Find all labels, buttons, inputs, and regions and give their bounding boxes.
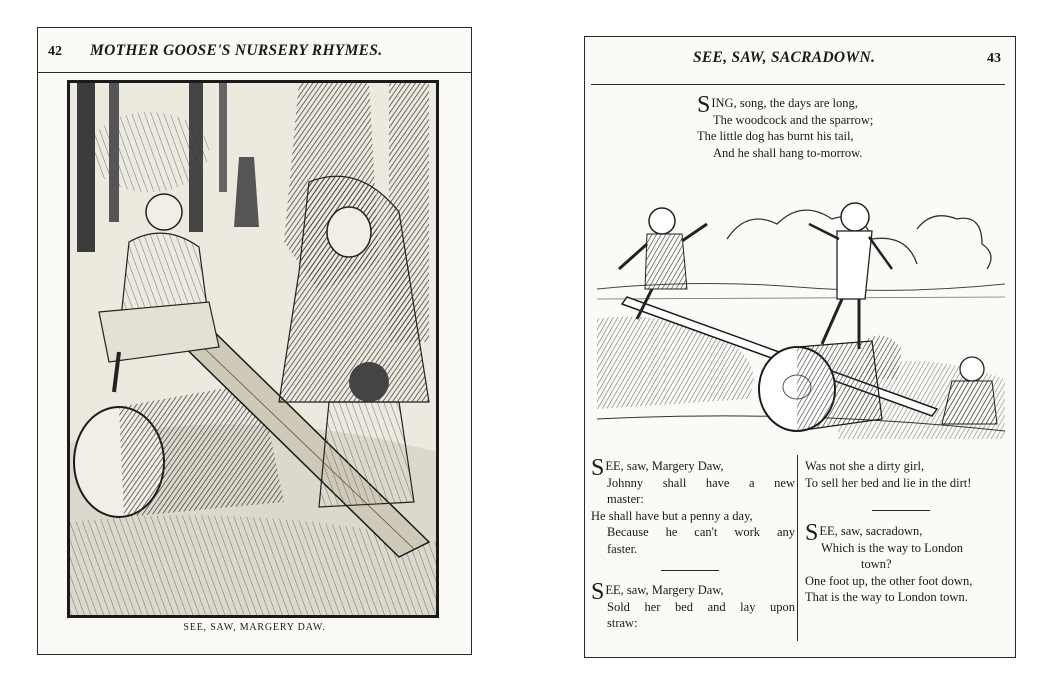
left-page <box>37 27 472 655</box>
verse-line: Because he can't work any <box>607 525 795 539</box>
verse-dirty-girl <box>805 458 1015 491</box>
section-rule <box>872 510 930 511</box>
column-divider <box>797 455 798 641</box>
header-rule <box>591 84 1005 85</box>
verse-line: saw, Margery Daw, <box>623 583 724 597</box>
verse-line: To sell her bed and lie in the dirt! <box>805 475 972 490</box>
seesaw-engraving-illustration <box>67 80 439 618</box>
small-caps-text: EE, <box>605 583 624 597</box>
running-head: MOTHER GOOSE'S NURSERY RHYMES. <box>90 42 383 59</box>
verse-line: Was not she a dirty girl, <box>805 459 925 473</box>
header-rule <box>38 72 471 73</box>
verse-line: One foot up, the other foot down, <box>805 573 973 588</box>
verse-line: The woodcock and the sparrow; <box>713 112 874 127</box>
drop-cap: S <box>805 520 819 546</box>
drop-cap: S <box>591 579 605 605</box>
verse-line: And he shall hang to-morrow. <box>713 145 863 160</box>
verse-line: Which is the way to London <box>821 540 963 555</box>
verse-line: faster. <box>607 541 638 556</box>
small-caps-text: EE, <box>819 524 838 538</box>
verse-line: town? <box>861 557 892 571</box>
page-number: 43 <box>987 51 1001 66</box>
right-page <box>584 36 1016 658</box>
running-head: SEE, SAW, SACRADOWN. <box>693 49 876 66</box>
drop-cap: S <box>697 92 711 118</box>
verse-sing-song <box>697 92 874 161</box>
seesaw-children-illustration <box>597 169 1005 447</box>
illustration-caption: SEE, SAW, MARGERY DAW. <box>183 622 326 633</box>
verse-line: saw, sacradown, <box>837 524 923 538</box>
verse-line: saw, Margery Daw, <box>623 459 724 473</box>
verse-line: He shall have but a penny a day, <box>591 508 753 523</box>
verse-line: Johnny shall have a new <box>607 475 795 490</box>
verse-line: straw: <box>607 616 638 630</box>
verse-line: ING, song, the days are long, <box>711 96 858 110</box>
verse-line: The little dog has burnt his tail, <box>697 129 854 143</box>
verse-see-saw-margery-daw-1 <box>591 455 795 557</box>
verse-line: master: <box>607 492 644 506</box>
section-rule <box>661 570 719 571</box>
page-number: 42 <box>48 44 62 59</box>
drop-cap: S <box>591 455 605 481</box>
small-caps-text: EE, <box>605 459 624 473</box>
verse-see-saw-margery-daw-2 <box>591 579 795 632</box>
verse-line: Sold her bed and lay upon <box>607 599 795 614</box>
verse-see-saw-sacradown <box>805 520 1015 606</box>
verse-line: That is the way to London town. <box>805 590 968 604</box>
